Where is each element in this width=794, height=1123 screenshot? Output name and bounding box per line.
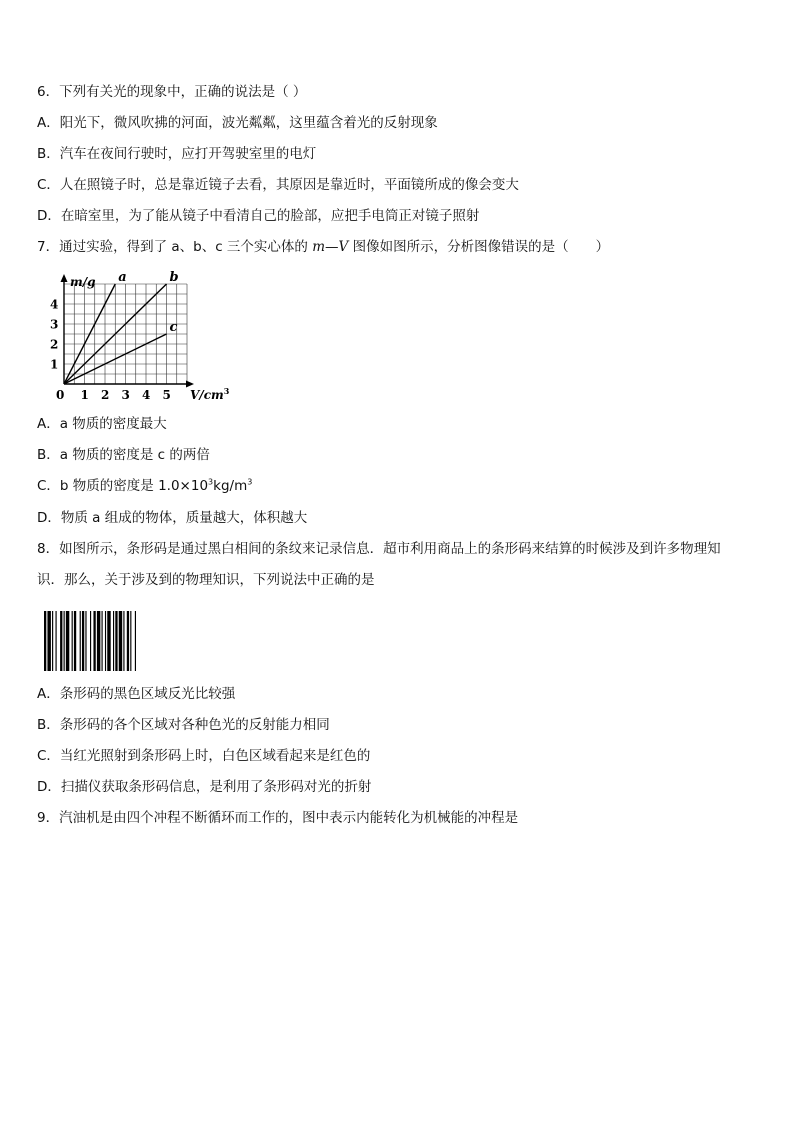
series-label-c: c	[169, 320, 178, 335]
barcode-bar	[82, 611, 84, 671]
x-axis-label-exp: 3	[223, 386, 230, 396]
q8-option-a: A．条形码的黑色区域反光比较强	[37, 686, 236, 702]
q7-stem-post: 图像如图所示，分析图像错误的是（ ）	[348, 239, 610, 255]
q8-option-b: B．条形码的各个区域对各种色光的反射能力相同	[37, 717, 330, 733]
barcode-bar	[52, 611, 53, 671]
origin-label: 0	[56, 388, 65, 402]
q7-option-c	[37, 477, 252, 495]
q7-option-c-unit-exp: 3	[247, 477, 253, 487]
x-tick-label: 2	[101, 388, 110, 402]
q7-option-c-unit: kg/m	[213, 478, 248, 494]
y-tick-label: 4	[50, 297, 59, 312]
y-axis-arrow	[61, 274, 68, 282]
y-tick-label: 3	[50, 317, 59, 332]
y-axis-label: m/g	[70, 275, 96, 289]
q7-option-a: A．a 物质的密度最大	[37, 416, 167, 432]
barcode-image	[42, 605, 192, 673]
barcode-bar	[107, 611, 110, 671]
q6-option-c: C．人在照镜子时，总是靠近镜子去看，其原因是靠近时，平面镜所成的像会变大	[37, 177, 519, 193]
barcode-bar	[74, 611, 76, 671]
q8-option-d: D．扫描仪获取条形码信息，是利用了条形码对光的折射	[37, 779, 372, 795]
barcode-bar	[123, 611, 124, 671]
barcode-bar	[93, 611, 95, 671]
q8-option-c: C．当红光照射到条形码上时，白色区域看起来是红色的	[37, 748, 371, 764]
q6-option-d: D．在暗室里，为了能从镜子中看清自己的脸部，应把手电筒正对镜子照射	[37, 208, 480, 224]
x-tick-label: 4	[142, 388, 151, 402]
barcode-bar	[56, 611, 57, 671]
x-tick-label: 5	[162, 388, 171, 402]
q7-option-b: B．a 物质的密度是 c 的两倍	[37, 447, 210, 463]
q7-stem-v: V	[338, 239, 349, 255]
q6-stem: 6．下列有关光的现象中，正确的说法是（ ）	[37, 84, 307, 100]
series-label-a: a	[118, 270, 127, 285]
mv-graph	[36, 266, 230, 406]
q7-stem	[37, 238, 609, 256]
x-axis-arrow	[186, 381, 194, 388]
barcode-bar	[90, 611, 91, 671]
q7-stem-m: m	[312, 239, 326, 255]
barcode-bar	[80, 611, 81, 671]
barcode-bar	[127, 611, 129, 671]
q6-option-b: B．汽车在夜间行驶时，应打开驾驶室里的电灯	[37, 146, 317, 162]
q7-option-c-exp: 3	[208, 477, 214, 487]
barcode-bar	[119, 611, 122, 671]
barcode-bar	[66, 611, 69, 671]
x-tick-label: 3	[121, 388, 130, 402]
x-tick-label: 1	[80, 388, 89, 402]
barcode-bar	[115, 611, 117, 671]
barcode-bar	[44, 611, 46, 671]
q8-stem-line2: 识．那么，关于涉及到的物理知识，下列说法中正确的是	[37, 572, 375, 588]
q7-stem-pre: 7．通过实验，得到了 a、b、c 三个实心体的	[37, 239, 313, 255]
barcode-bar	[72, 611, 73, 671]
x-axis-label	[190, 386, 230, 402]
series-label-b: b	[169, 270, 179, 285]
q6-option-a: A．阳光下，微风吹拂的河面，波光粼粼，这里蕴含着光的反射现象	[37, 115, 438, 131]
barcode-bar	[102, 611, 103, 671]
barcode-bar	[113, 611, 114, 671]
x-axis-label-base: V/cm	[190, 388, 224, 402]
q8-stem-line1: 8．如图所示，条形码是通过黑白相间的条纹来记录信息．超市利用商品上的条形码来结算的时候涉及到许多物理知	[37, 541, 721, 557]
barcode-bar	[47, 611, 50, 671]
barcode-bar	[130, 611, 131, 671]
barcode-bar	[85, 611, 86, 671]
barcode-bar	[64, 611, 65, 671]
y-tick-label: 1	[50, 357, 59, 372]
q7-stem-dash: —	[325, 239, 339, 255]
q7-option-c-pre: C．b 物质的密度是 1.0×10	[37, 478, 209, 494]
barcode-bar	[60, 611, 62, 671]
y-tick-label: 2	[50, 337, 59, 352]
barcode-bar	[135, 611, 136, 671]
barcode-bar	[105, 611, 106, 671]
q7-option-d: D．物质 a 组成的物体，质量越大，体积越大	[37, 510, 308, 526]
barcode-bar	[97, 611, 100, 671]
barcode-bars	[44, 611, 136, 671]
q9-stem: 9．汽油机是由四个冲程不断循环而工作的，图中表示内能转化为机械能的冲程是	[37, 810, 519, 826]
